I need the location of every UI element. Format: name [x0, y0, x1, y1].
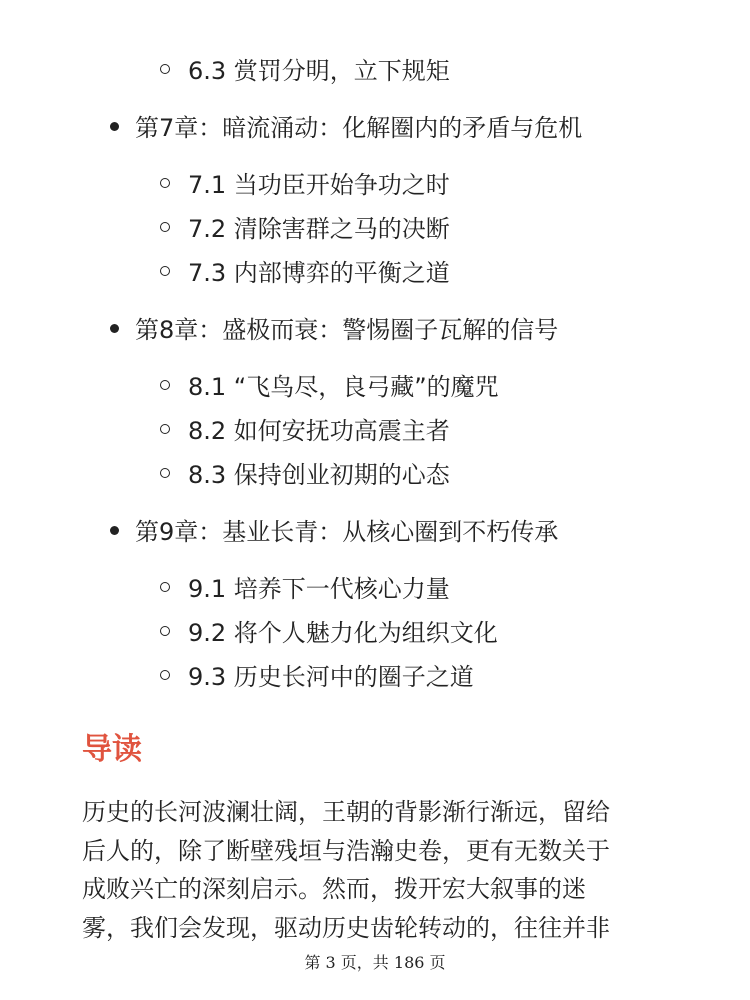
page-number: 第 3 页，共 186 页 [304, 953, 446, 972]
hollow-bullet-icon [160, 178, 170, 188]
solid-bullet-icon [110, 324, 119, 333]
solid-bullet-icon [110, 526, 119, 535]
paragraph-line: 历史的长河波澜壮阔，王朝的背影渐行渐远，留给 [82, 798, 610, 826]
paragraph-line: 雾，我们会发现，驱动历史齿轮转动的，往往并非 [82, 913, 610, 942]
toc-section-label: 9.3 历史长河中的圈子之道 [188, 663, 474, 691]
hollow-bullet-icon [160, 222, 170, 232]
hollow-bullet-icon [160, 266, 170, 276]
hollow-bullet-icon [160, 468, 170, 478]
toc-section-label: 8.2 如何安抚功高震主者 [188, 417, 450, 445]
hollow-bullet-icon [160, 626, 170, 636]
toc-section-label: 8.3 保持创业初期的心态 [188, 461, 450, 489]
paragraph-line: 成败兴亡的深刻启示。然而，拨开宏大叙事的迷 [82, 875, 586, 903]
toc-chapter-label: 第8章：盛极而衰：警惕圈子瓦解的信号 [135, 316, 559, 344]
hollow-bullet-icon [160, 424, 170, 434]
paragraph-line: 后人的，除了断壁残垣与浩瀚史卷，更有无数关于 [82, 836, 610, 865]
intro-paragraph [82, 793, 672, 947]
toc-chapter-label: 第7章：暗流涌动：化解圈内的矛盾与危机 [135, 114, 583, 142]
toc-section-label: 7.3 内部博弈的平衡之道 [188, 259, 450, 287]
toc-section-label: 6.3 赏罚分明，立下规矩 [188, 57, 450, 85]
toc-section-label: 7.2 清除害群之马的决断 [188, 215, 450, 243]
toc-section-label: 9.1 培养下一代核心力量 [188, 575, 450, 603]
toc-section-label: 7.1 当功臣开始争功之时 [188, 171, 450, 199]
hollow-bullet-icon [160, 582, 170, 592]
solid-bullet-icon [110, 122, 119, 131]
hollow-bullet-icon [160, 64, 170, 74]
toc-section-label: 9.2 将个人魅力化为组织文化 [188, 619, 498, 647]
toc-section-label: 8.1 “飞鸟尽，良弓藏”的魔咒 [188, 373, 499, 401]
hollow-bullet-icon [160, 670, 170, 680]
toc-chapter-label: 第9章：基业长青：从核心圈到不朽传承 [135, 518, 559, 546]
section-heading: 导读 [82, 732, 142, 767]
hollow-bullet-icon [160, 380, 170, 390]
